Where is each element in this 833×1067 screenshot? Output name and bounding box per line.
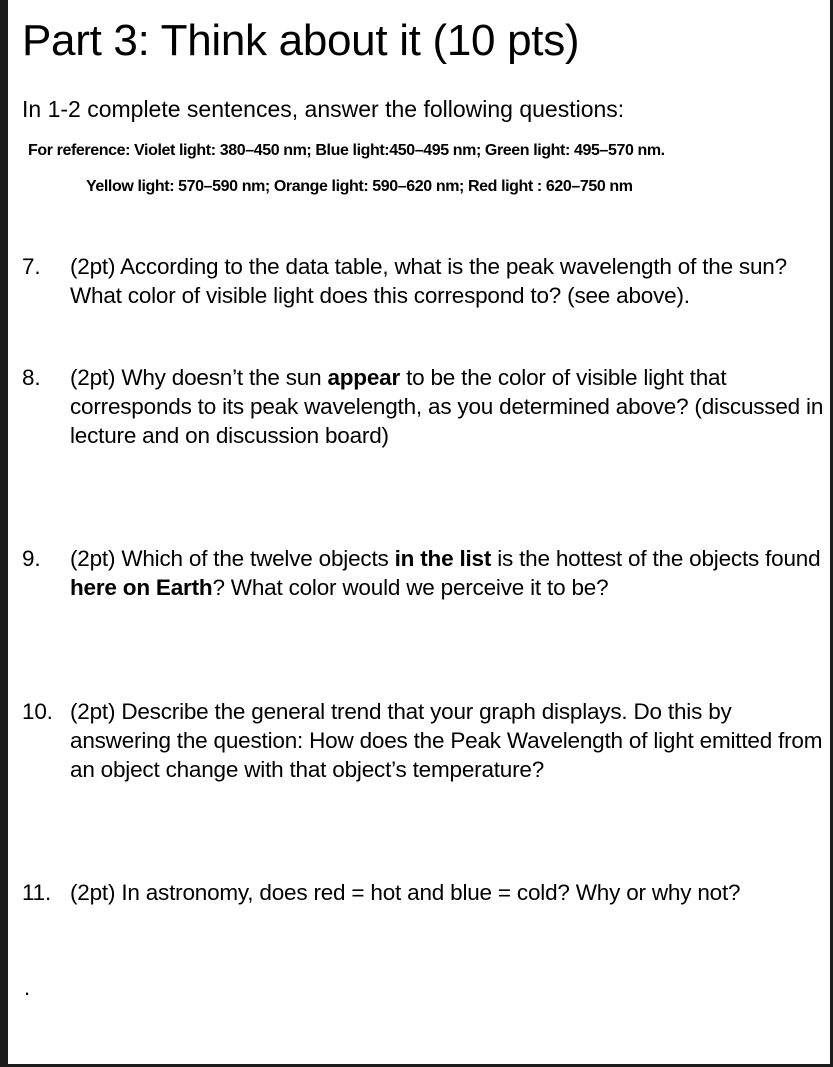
question-text-segment: (2pt) According to the data table, what is the peak wavelength of the sun? What color of visible light does this correspond to? (see above). [70,254,787,308]
question-number: 8. [22,365,41,390]
question-11 [22,878,827,907]
question-number: 7. [22,254,41,279]
page-title: Part 3: Think about it (10 pts) [22,16,580,65]
question-text-emphasis: here on Earth [70,575,213,600]
reference-line-1: For reference: Violet light: 380–450 nm; Blue light:450–495 nm; Green light: 495–570 nm. [28,142,665,159]
question-text-segment: (2pt) In astronomy, does red = hot and blue = cold? Why or why not? [70,880,741,905]
question-text-emphasis: appear [327,365,401,390]
instructions: In 1-2 complete sentences, answer the following questions: [22,96,625,122]
question-text-segment: (2pt) Why doesn’t the sun [70,365,328,390]
question-text-segment: (2pt) Which of the twelve objects [70,546,395,571]
question-text [70,544,827,602]
question-10 [22,697,827,784]
question-7 [22,252,827,310]
question-number: 10. [22,699,53,724]
trailing-mark: . [24,975,31,1000]
question-text [70,878,827,907]
question-text [70,697,827,784]
question-text-segment: to be the color of visible light that corresponds to its peak wavelength, as you determined above? (discussed in lecture and on discussion board) [70,365,824,448]
question-text [70,252,827,310]
question-number: 11. [22,880,52,905]
question-number: 9. [22,546,41,571]
question-text [70,363,827,450]
question-8 [22,363,827,450]
left-border [0,0,8,1067]
question-text-segment: ? What color would we perceive it to be? [212,575,609,600]
reference-line-2: Yellow light: 570–590 nm; Orange light: 590–620 nm; Red light : 620–750 nm [86,178,633,195]
question-text-segment: (2pt) Describe the general trend that your graph displays. Do this by answering the question: How does the Peak Wavelength of light emitted from an object change with that object’s temperature? [70,699,823,782]
question-text-emphasis: in the list [394,546,492,571]
question-text-segment: is the hottest of the objects found [491,546,821,571]
question-9 [22,544,827,602]
